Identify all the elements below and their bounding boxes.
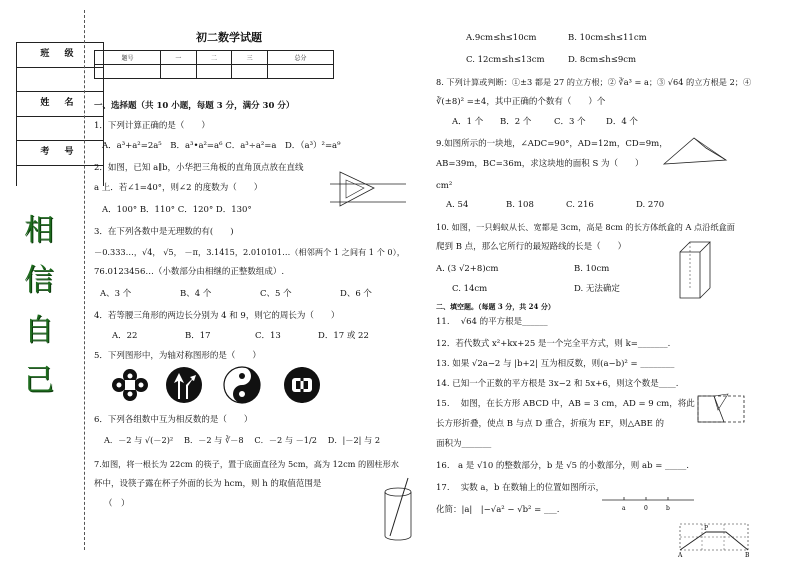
- q9-line3: cm²: [436, 181, 453, 191]
- land-plot-figure: [660, 130, 730, 170]
- cuboid-box-figure: [676, 238, 716, 302]
- q2-stem: 2．如图，已知 a∥b，小华把三角板的直角顶点放在直线: [94, 163, 304, 173]
- score-cell[interactable]: [95, 65, 161, 79]
- motto-char-2: 信: [24, 263, 54, 298]
- q17-line1: 17. 实数 a，b 在数轴上的位置如图所示，: [436, 483, 605, 493]
- fig-label-a: A: [678, 552, 683, 558]
- q8-option-d: D．4 个: [606, 117, 638, 127]
- name-field[interactable]: [17, 117, 103, 142]
- exam-no-label: 考 号: [17, 141, 103, 166]
- q1-stem: 1．下列计算正确的是（ ）: [94, 121, 210, 131]
- q7-option-a: A.9cm≤h≤10cm: [466, 33, 537, 43]
- q16: 16. a 是 √10 的整数部分，b 是 √5 的小数部分，则 ab = _____.: [436, 461, 689, 471]
- q3-option-c: C、5 个: [260, 289, 292, 299]
- motto-char-1: 相: [24, 213, 54, 248]
- q6-stem: 6．下列各组数中互为相反数的是（ ）: [94, 415, 253, 425]
- numline-label-a: a: [622, 505, 626, 512]
- q8-option-a: A．1 个: [452, 117, 484, 127]
- score-cell[interactable]: [232, 65, 268, 79]
- q13: 13. 如果 √2a−2 与 |b+2| 互为相反数，则(a−b)² = ________: [436, 359, 675, 369]
- q6-options: A．－2 与 √(－2)² B．－2 与 ∛－8 C．－2 与 －1/2 D．|－2| 与 2: [104, 435, 381, 445]
- q10-option-d: D. 无法确定: [574, 284, 620, 294]
- q1-options: A．a³+a²=2a⁵ B．a³•a²=a⁶ C．a³÷a²=a D．（a³）²=a⁹: [102, 141, 341, 151]
- q7-line2: 杯中，设筷子露在杯子外面的长为 hcm，则 h 的取值范围是: [94, 479, 322, 489]
- q4-option-d: D．17 或 22: [318, 331, 369, 341]
- triangle-ruler-figure: [330, 168, 410, 214]
- q12: 12．若代数式 x²+kx+25 是一个完全平方式，则 k=_______.: [436, 339, 671, 349]
- q3-line2: 76.0123456…（小数部分由相继的正整数组成）.: [94, 267, 285, 277]
- q15-line2: 长方形折叠，使点 B 与点 D 重合，折痕为 EF，则△ABE 的: [436, 419, 665, 429]
- q9-option-d: D. 270: [636, 200, 665, 210]
- class-label: 班 级: [17, 43, 103, 68]
- q3-option-b: B、4 个: [180, 289, 212, 299]
- cup-chopstick-figure: [378, 474, 418, 546]
- q2-options: A．100° B．110° C．120° D．130°: [102, 205, 252, 215]
- q8-option-c: C．3 个: [554, 117, 586, 127]
- exam-no-field[interactable]: [17, 166, 103, 190]
- q3-option-d: D、6 个: [340, 289, 372, 299]
- q10-option-b: B. 10cm: [574, 264, 610, 274]
- yin-yang-icon: [222, 365, 262, 405]
- q4-stem: 4．若等腰三角形的两边长分别为 4 和 9，则它的周长为（ ）: [94, 311, 340, 321]
- q11: 11. √64 的平方根是______: [436, 317, 548, 327]
- class-field[interactable]: [17, 68, 103, 93]
- q15-line1: 15. 如图，在长方形 ABCD 中，AB = 3 cm，AD = 9 cm，将此: [436, 399, 695, 409]
- section2-heading: 二、填空题。（每题 3 分，共 24 分）: [436, 302, 555, 311]
- score-cell[interactable]: [161, 65, 197, 79]
- q9-option-b: B. 108: [506, 200, 534, 210]
- score-header: 一: [161, 51, 197, 65]
- q10-option-a: A. (3 √2+8)cm: [436, 264, 499, 274]
- q7-option-d: D. 8cm≤h≤9cm: [568, 55, 637, 65]
- q10-line2: 爬到 B 点，那么它所行的最短路线的长是（ ）: [436, 242, 627, 252]
- q17-line2: 化简：|a| |−√a² − √b² = ___.: [436, 505, 560, 515]
- score-cell[interactable]: [267, 65, 333, 79]
- bank-of-china-logo-icon: [282, 365, 322, 405]
- q2-stem: a 上．若∠1=40°，则∠2 的度数为（ ）: [94, 183, 263, 193]
- q8-option-b: B．2 个: [500, 117, 532, 127]
- q7-line1: 7.如图，将一根长为 22cm 的筷子，置于底面直径为 5cm，高为 12cm 的圆柱形水: [94, 459, 399, 469]
- q10-option-c: C. 14cm: [452, 284, 488, 294]
- q14: 14. 已知一个正数的平方根是 3x−2 和 5x+6，则这个数是____.: [436, 379, 679, 389]
- fold-rectangle-figure: [694, 392, 750, 426]
- motto-char-3: 自: [24, 313, 54, 348]
- arrow-sign-icon: [164, 365, 204, 405]
- q15-line3: 面积为_______: [436, 439, 492, 449]
- q3-stem: 3．在下列各数中是无理数的有( ): [94, 227, 234, 237]
- student-info-panel: [16, 42, 104, 186]
- name-label: 姓 名: [17, 92, 103, 117]
- q7-option-c: C. 12cm≤h≤13cm: [466, 55, 545, 65]
- q7-option-b: B. 10cm≤h≤11cm: [568, 33, 647, 43]
- number-line-figure: [598, 492, 698, 512]
- knot-symbol-icon: [108, 367, 152, 403]
- section1-heading: 一、选择题（共 10 小题，每题 3 分，满分 30 分）: [94, 101, 295, 111]
- numline-label-b: b: [666, 505, 670, 512]
- q10-line1: 10. 如图，一只蚂蚁从长、宽都是 3cm，高是 8cm 的长方体纸盒的 A 点沿纸盒面: [436, 222, 735, 232]
- fig-label-b: B: [745, 552, 750, 558]
- q3-option-a: A、3 个: [100, 289, 132, 299]
- fig-label-p: P: [704, 525, 709, 532]
- score-cell[interactable]: [196, 65, 232, 79]
- numline-label-0: 0: [644, 505, 648, 512]
- q5-stem: 5．下列图形中，为轴对称图形的是（ ）: [94, 351, 261, 361]
- score-header: 二: [196, 51, 232, 65]
- grid-path-figure: [676, 520, 752, 558]
- q3-line1: －0.333…，√4， √5， －π，3.1415，2.010101…（相邻两个 1 之间有 1 个 0），: [94, 247, 405, 257]
- score-header: 总分: [267, 51, 333, 65]
- q4-option-c: C．13: [255, 331, 281, 341]
- score-table: [94, 50, 334, 79]
- page-title: 初二数学试题: [196, 31, 262, 44]
- q8-line1: 8. 下列计算或判断：①±3 都是 27 的立方根；② ∛a³ = a；③ √64 的立方根是 2；④: [436, 77, 752, 87]
- q9-option-c: C. 216: [566, 200, 594, 210]
- q7-line3: （ ）: [104, 499, 130, 509]
- q4-option-a: A．22: [112, 331, 138, 341]
- score-header: 三: [232, 51, 268, 65]
- q8-line2: ∛(±8)² =±4，其中正确的个数有（ ）个: [436, 97, 606, 107]
- q9-line1: 9.如图所示的一块地，∠ADC=90°，AD=12m，CD=9m，: [436, 139, 668, 149]
- q4-option-b: B．17: [185, 331, 211, 341]
- q9-option-a: A. 54: [446, 200, 469, 210]
- binding-line: [84, 10, 85, 550]
- motto-char-4: 己: [24, 363, 54, 398]
- q9-line2: AB=39m，BC=36m，求这块地的面积 S 为（ ）: [436, 159, 644, 169]
- score-header: 题号: [95, 51, 161, 65]
